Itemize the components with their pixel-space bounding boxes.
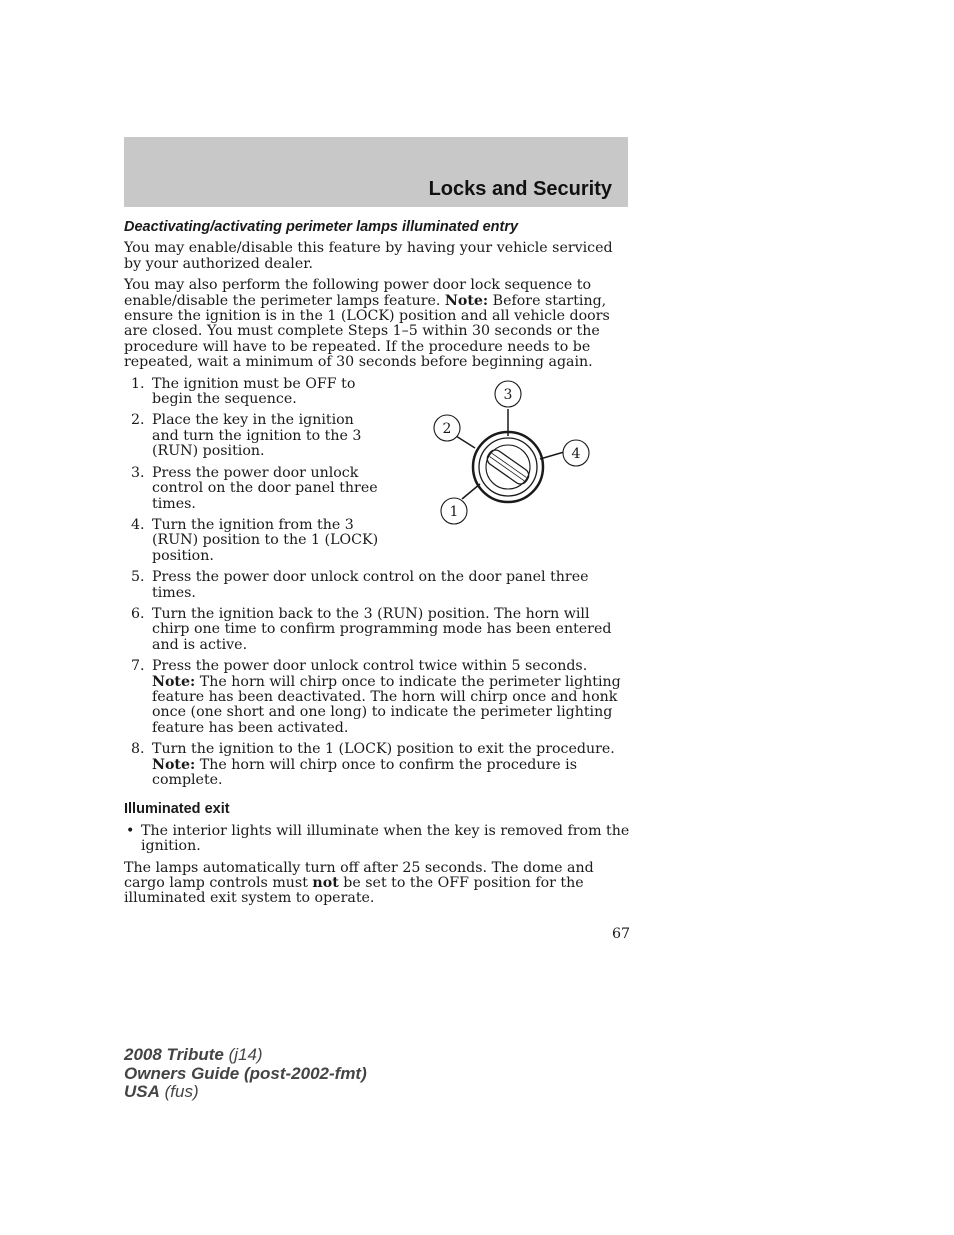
- footer-model: 2008 Tribute: [124, 1045, 224, 1064]
- steps-list-continued: [124, 570, 630, 788]
- footer-market: USA: [124, 1082, 160, 1101]
- step-number: 4.: [131, 516, 145, 533]
- step-text: Turn the ignition from the 3 (RUN) position to the 1 (LOCK) position.: [152, 516, 379, 564]
- header-bar: [124, 137, 628, 207]
- step-text: Press the power door unlock control on the door panel three times.: [152, 569, 589, 601]
- page-title: Locks and Security: [428, 178, 612, 200]
- step-number: 5.: [131, 569, 145, 586]
- bullet-text: The interior lights will illuminate when the key is removed from the ignition.: [141, 822, 630, 855]
- step-text: The horn will chirp once to indicate the perimeter lighting feature has been deactivated. The horn will chirp once and honk once (one short and one long) to indicate the perimeter lighting feature has been activated.: [152, 673, 621, 736]
- note-label: Note:: [152, 673, 196, 690]
- step-text: Press the power door unlock control twice within 5 seconds.: [152, 658, 588, 675]
- step-item: [124, 570, 630, 601]
- main-content: [124, 220, 630, 913]
- step-text: Press the power door unlock control on the door panel three times.: [152, 464, 378, 512]
- note-label: Note:: [444, 292, 489, 309]
- step-text: Place the key in the ignition and turn the ignition to the 3 (RUN) position.: [152, 412, 362, 460]
- step-number: 7.: [131, 658, 145, 675]
- step-item: [124, 659, 630, 736]
- footer-code: (j14): [223, 1045, 263, 1064]
- emphasis-not: not: [312, 875, 339, 892]
- step-item: [124, 466, 380, 512]
- step-text: The ignition must be OFF to begin the sequence.: [152, 375, 356, 408]
- step-text: The horn will chirp once to confirm the procedure is complete.: [152, 756, 577, 788]
- diagram-label-1: 1: [449, 504, 459, 520]
- footer: [124, 1046, 367, 1102]
- section-heading-perimeter-lamps: Deactivating/activating perimeter lamps illuminated entry: [124, 219, 519, 235]
- footer-guide: Owners Guide (post-2002-fmt): [124, 1063, 367, 1083]
- step-item: [124, 518, 380, 564]
- step-number: 6.: [131, 605, 145, 622]
- page-number: 67: [612, 926, 631, 942]
- step-number: 8.: [131, 741, 145, 758]
- bullet-icon: •: [126, 822, 135, 839]
- diagram-label-4: 4: [571, 446, 581, 462]
- section-heading-illuminated-exit: Illuminated exit: [124, 801, 230, 818]
- step-number: 2.: [131, 412, 145, 429]
- step-text: Turn the ignition to the 1 (LOCK) position to exit the procedure.: [152, 741, 615, 758]
- text-span: You may also perform the following power door lock sequence to enable/disable the perimeter lamps feature.: [124, 277, 592, 309]
- text-span: be set to the OFF position for the illuminated exit system to operate.: [124, 875, 584, 907]
- footer-line: [124, 1083, 367, 1102]
- text-span: The lamps automatically turn off after 25 seconds. The dome and cargo lamp controls must: [124, 859, 594, 892]
- ignition-diagram: [425, 372, 605, 532]
- step-item: [124, 377, 380, 408]
- diagram-label-3: 3: [503, 387, 513, 403]
- bullet-item: [124, 824, 630, 855]
- diagram-label-2: 2: [442, 421, 452, 437]
- footer-line: [124, 1046, 367, 1065]
- step-text: Turn the ignition back to the 3 (RUN) position. The horn will chirp one time to confirm programming mode has been entered and is active.: [152, 605, 612, 653]
- paragraph: [124, 861, 630, 907]
- footer-market-code: (fus): [159, 1082, 199, 1101]
- bullet-list: [124, 824, 630, 855]
- paragraph: You may enable/disable this feature by having your vehicle serviced by your authorized dealer.: [124, 240, 613, 272]
- note-label: Note:: [152, 756, 196, 773]
- text-span: Before starting, ensure the ignition is in the 1 (LOCK) position and all vehicle doors are closed. You must complete Steps 1–5 within 30 seconds or the procedure will have to be repeated. If the procedure needs to be repeated, wait a minimum of 30 seconds before beginning again.: [124, 292, 610, 371]
- step-item: [124, 413, 380, 459]
- step-number: 1.: [131, 375, 145, 392]
- paragraph-note: [124, 278, 630, 370]
- step-number: 3.: [131, 464, 145, 481]
- step-item: [124, 607, 630, 653]
- step-item: [124, 742, 630, 788]
